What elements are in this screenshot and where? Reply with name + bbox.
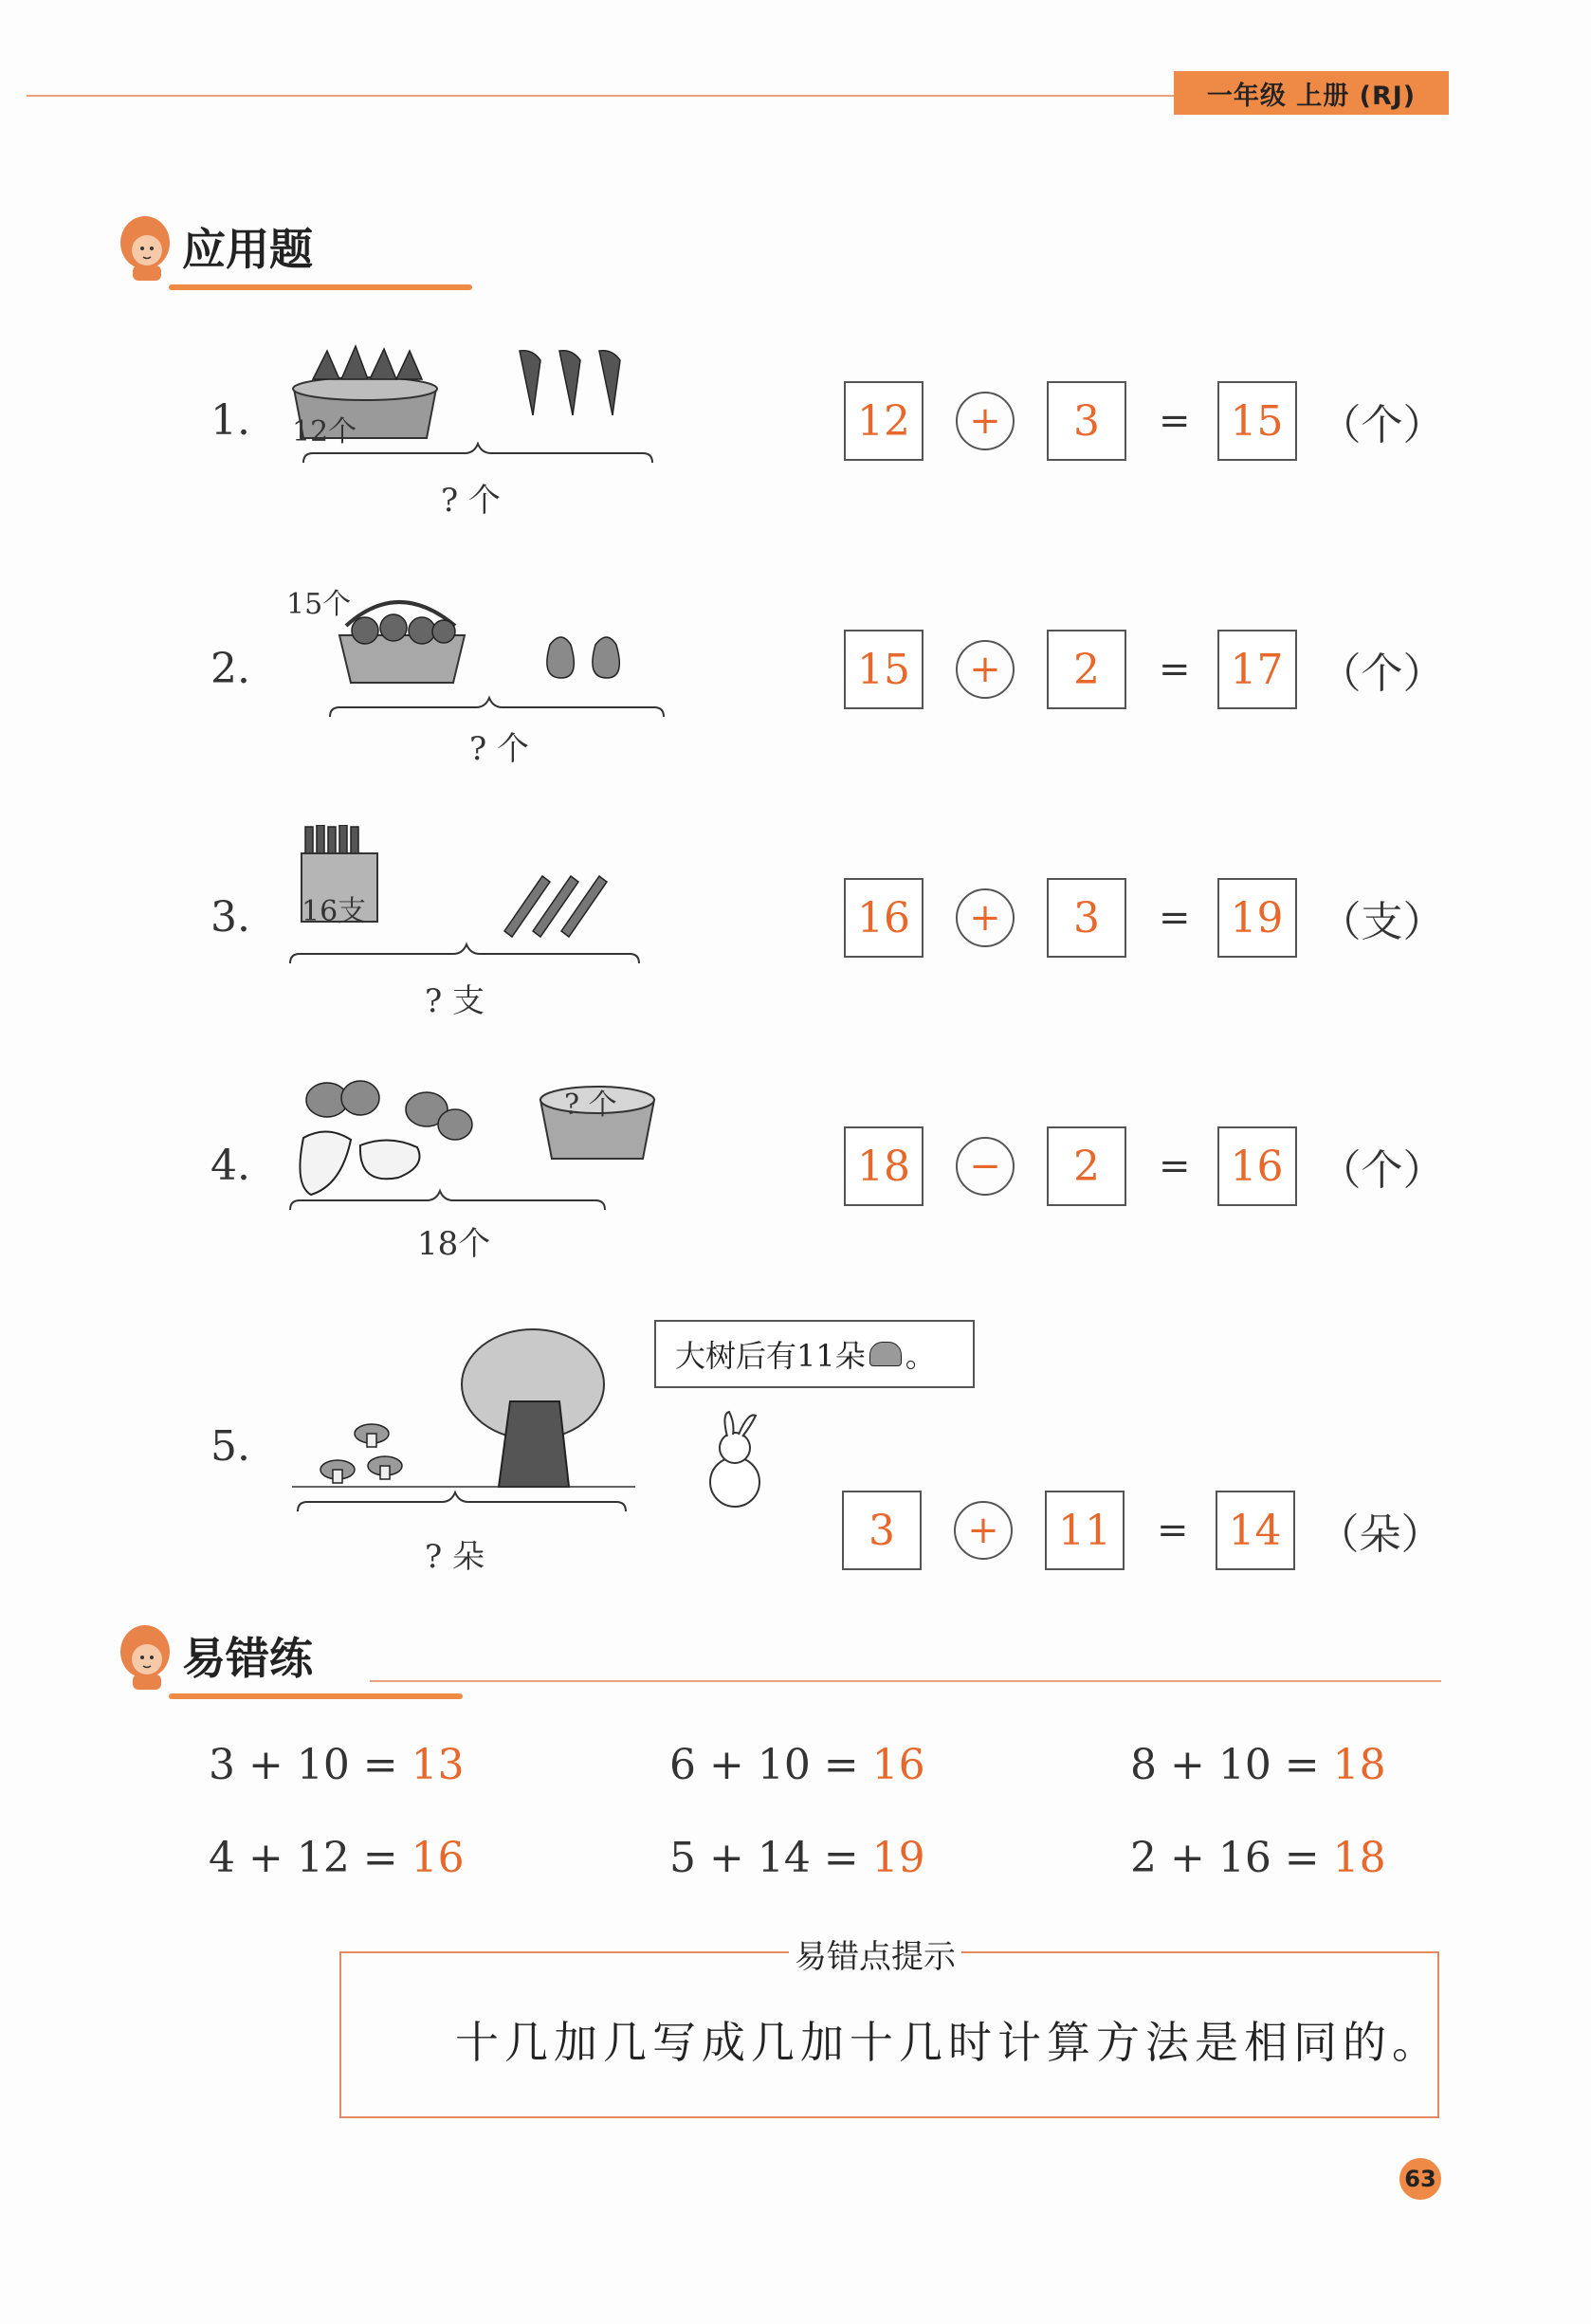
title-underline (169, 1693, 463, 1699)
practice-answer[interactable]: 16 (871, 1741, 925, 1789)
speech-bubble-text: 大树后有11朵 (675, 1338, 866, 1374)
tree-mushrooms-illustration (284, 1327, 645, 1517)
problem-number: 2. (210, 645, 250, 693)
unit-label: （个） (1319, 1146, 1445, 1195)
brace-label: ? 支 (425, 982, 485, 1020)
answer-box[interactable]: 16 (844, 878, 924, 958)
answer-box[interactable]: 3 (842, 1491, 922, 1570)
girl-mascot-icon (112, 209, 178, 284)
equals-sign: = (1159, 648, 1191, 691)
can-count-label: 16支 (302, 895, 367, 928)
result-box[interactable]: 15 (1217, 381, 1297, 461)
unit-label: （个） (1319, 650, 1445, 698)
operator-circle[interactable]: + (956, 888, 1015, 947)
equals-sign: = (1159, 896, 1191, 940)
section-applied-title: 应用题 (182, 224, 313, 275)
practice-item (1130, 1834, 1386, 1882)
brace-label: ? 个 (441, 482, 502, 520)
equation-row (844, 1126, 1445, 1206)
equals-sign: = (1157, 1509, 1189, 1552)
basket-count-label: 12个 (292, 415, 357, 448)
practice-expression: 6 + 10 = (669, 1741, 872, 1789)
section-practice-title: 易错练 (182, 1633, 313, 1684)
equation-row (844, 630, 1445, 709)
operator-circle[interactable]: + (956, 392, 1015, 450)
problem-number: 3. (210, 893, 250, 942)
basket-count-label: 15个 (286, 588, 352, 621)
page-number: 63 (1399, 2158, 1441, 2200)
practice-answer[interactable]: 19 (871, 1834, 925, 1882)
brace-label: 18个 (417, 1225, 491, 1263)
equation-row (844, 878, 1445, 958)
problem-number: 5. (210, 1422, 250, 1471)
basket-question-label: ? 个 (564, 1089, 617, 1122)
problem-number: 1. (210, 396, 250, 445)
answer-box[interactable]: 18 (844, 1126, 924, 1206)
operator-circle[interactable]: + (954, 1501, 1013, 1560)
girl-mascot-icon (112, 1618, 178, 1693)
equals-sign: = (1159, 1144, 1191, 1188)
practice-answer[interactable]: 16 (411, 1834, 465, 1882)
tip-title: 易错点提示 (789, 1931, 961, 1977)
practice-expression: 2 + 16 = (1130, 1834, 1333, 1882)
equals-sign: = (1159, 399, 1191, 443)
practice-item (209, 1834, 465, 1882)
title-underline (169, 284, 472, 290)
answer-box[interactable]: 2 (1047, 1126, 1126, 1206)
operator-circle[interactable]: − (956, 1137, 1015, 1196)
speech-bubble (654, 1320, 975, 1388)
pears-basket-illustration (322, 588, 683, 721)
practice-answer[interactable]: 18 (1332, 1834, 1386, 1882)
operator-circle[interactable]: + (956, 640, 1015, 699)
brace-label: ? 个 (469, 730, 530, 768)
section-applied-heading (112, 209, 313, 284)
problem-number: 4. (210, 1142, 250, 1190)
unit-label: （支） (1319, 898, 1445, 946)
practice-answer[interactable]: 18 (1332, 1741, 1386, 1789)
practice-expression: 5 + 14 = (669, 1834, 872, 1882)
answer-box[interactable]: 15 (844, 630, 924, 709)
answer-box[interactable]: 3 (1047, 878, 1126, 958)
answer-box[interactable]: 12 (844, 381, 924, 461)
practice-item (209, 1741, 465, 1789)
answer-box[interactable]: 3 (1047, 381, 1126, 461)
grade-badge: 一年级 上册 (RJ) (1174, 71, 1449, 115)
practice-expression: 8 + 10 = (1130, 1741, 1333, 1789)
result-box[interactable]: 17 (1217, 630, 1297, 709)
answer-box[interactable]: 2 (1047, 630, 1126, 709)
rabbit-icon (697, 1408, 782, 1512)
section-rule (370, 1680, 1441, 1682)
brace-label: ? 朵 (425, 1538, 485, 1576)
practice-answer[interactable]: 13 (411, 1741, 465, 1789)
section-practice-heading (112, 1618, 313, 1693)
practice-item (1130, 1741, 1386, 1789)
unit-label: （个） (1319, 401, 1445, 449)
practice-expression: 4 + 12 = (209, 1834, 411, 1882)
unit-label: （朵） (1317, 1510, 1443, 1559)
speech-bubble-end: 。 (905, 1338, 936, 1374)
header-rule (27, 95, 1183, 97)
result-box[interactable]: 16 (1217, 1126, 1297, 1206)
equation-row (844, 381, 1445, 461)
result-box[interactable]: 19 (1217, 878, 1297, 958)
mushroom-icon (869, 1342, 902, 1366)
equation-row (842, 1491, 1443, 1570)
result-box[interactable]: 14 (1216, 1491, 1295, 1570)
answer-box[interactable]: 11 (1045, 1491, 1125, 1570)
practice-item (669, 1834, 925, 1882)
practice-item (669, 1741, 925, 1789)
tip-text: 十几加几写成几加十几时计算方法是相同的。 (455, 2017, 1441, 2068)
practice-expression: 3 + 10 = (209, 1741, 411, 1789)
